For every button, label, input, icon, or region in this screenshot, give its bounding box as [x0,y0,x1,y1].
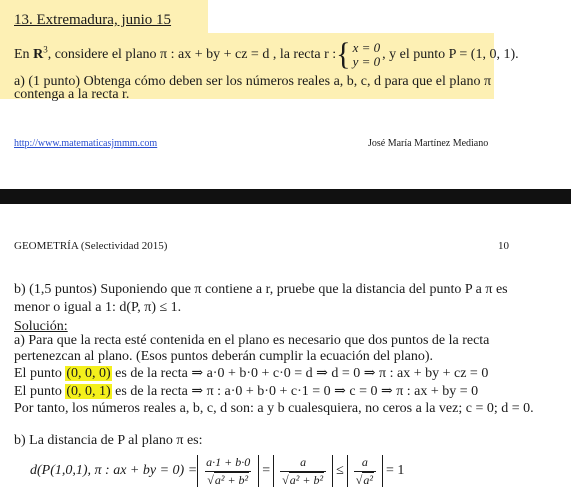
part-b-text-line2: menor o igual a 1: d(P, π) ≤ 1. [14,300,182,315]
statement-suffix: , y el punto P = (1, 0, 1). [382,47,519,63]
formula-abs-3 [347,455,383,487]
fraction-1-radicand: a² + b² [214,472,249,487]
formula-leq: ≤ [336,462,344,478]
footer-author: José María Martínez Mediano [368,138,489,149]
solution-a-line1: a) Para que la recta esté contenida en el plano es necesario que dos puntos de la recta [14,333,490,348]
formula-fraction-2 [280,455,326,487]
point1-derivation: es de la recta ⇒ a·0 + b·0 + c·0 = d ⇒ d = 0 ⇒ π : ax + by + cz = 0 [111,366,489,381]
part-a-text-line1: a) (1 punto) Obtenga cómo deben ser los números reales a, b, c, d para que el plano π [14,74,492,89]
fraction-3-numerator: a [361,455,368,470]
distance-formula [30,449,407,493]
problem-title: 13. Extremadura, junio 15 [14,12,172,28]
fraction-2-numerator: a [300,455,307,470]
part-a-text-line2: contenga a la recta r. [14,87,130,102]
fraction-2-radicand: a² + b² [289,472,324,487]
statement-space-R: R [33,47,44,63]
page-header-title: GEOMETRÍA (Selectividad 2015) [14,240,168,252]
statement-middle: , considere el plano π : ax + by + cz = d , la recta r : [47,47,337,63]
formula-fraction-1 [204,455,252,487]
system-eq-2: y = 0 [352,54,381,69]
solution-point2-line [14,384,478,401]
point1-prefix: El punto [14,366,66,381]
fraction-2-denominator: √a² + b² [280,471,326,487]
solution-b-intro: b) La distancia de P al plano π es: [14,433,203,448]
solution-label: Solución: [14,319,68,334]
line-system [353,41,381,68]
point2-highlight: (0, 0, 1) [66,384,111,399]
page-number: 10 [498,240,509,252]
formula-equals-1: = [262,462,271,478]
solution-a-line2: pertenezcan al plano. (Esos puntos deberán cumplir la ecuación del plano). [14,349,434,364]
fraction-1-denominator: √a² + b² [205,471,251,487]
point1-highlight: (0, 0, 0) [66,366,111,381]
footer-url-link[interactable]: http://www.matematicasjmmm.com [14,138,158,149]
statement-space-exponent: 3 [43,44,48,55]
formula-fraction-3 [354,455,376,487]
solution-conclusion: Por tanto, los números reales a, b, c, d son: a y b cualesquiera, no ceros a la vez; c = 0; d = 0. [14,401,534,416]
problem-statement [14,37,519,72]
formula-abs-1 [197,455,259,487]
part-b-text-line1: b) (1,5 puntos) Suponiendo que π contiene a r, pruebe que la distancia del punto P a π es [14,282,508,297]
system-eq-1: x = 0 [352,40,381,56]
page-divider [0,189,571,204]
point2-derivation: es de la recta ⇒ π : a·0 + b·0 + c·1 = 0 ⇒ c = 0 ⇒ π : ax + by = 0 [111,384,479,399]
formula-result: = 1 [385,462,405,478]
statement-prefix: En [14,47,34,63]
fraction-1-numerator: a·1 + b·0 [206,455,251,470]
formula-lhs: d(P(1,0,1), π : ax + by = 0) = [30,462,198,478]
system-brace: { [336,37,351,72]
fraction-3-denominator: √a² [354,471,376,487]
fraction-3-radicand: a² [363,472,373,487]
formula-abs-2 [273,455,333,487]
solution-point1-line [14,366,488,383]
point2-prefix: El punto [14,384,66,399]
